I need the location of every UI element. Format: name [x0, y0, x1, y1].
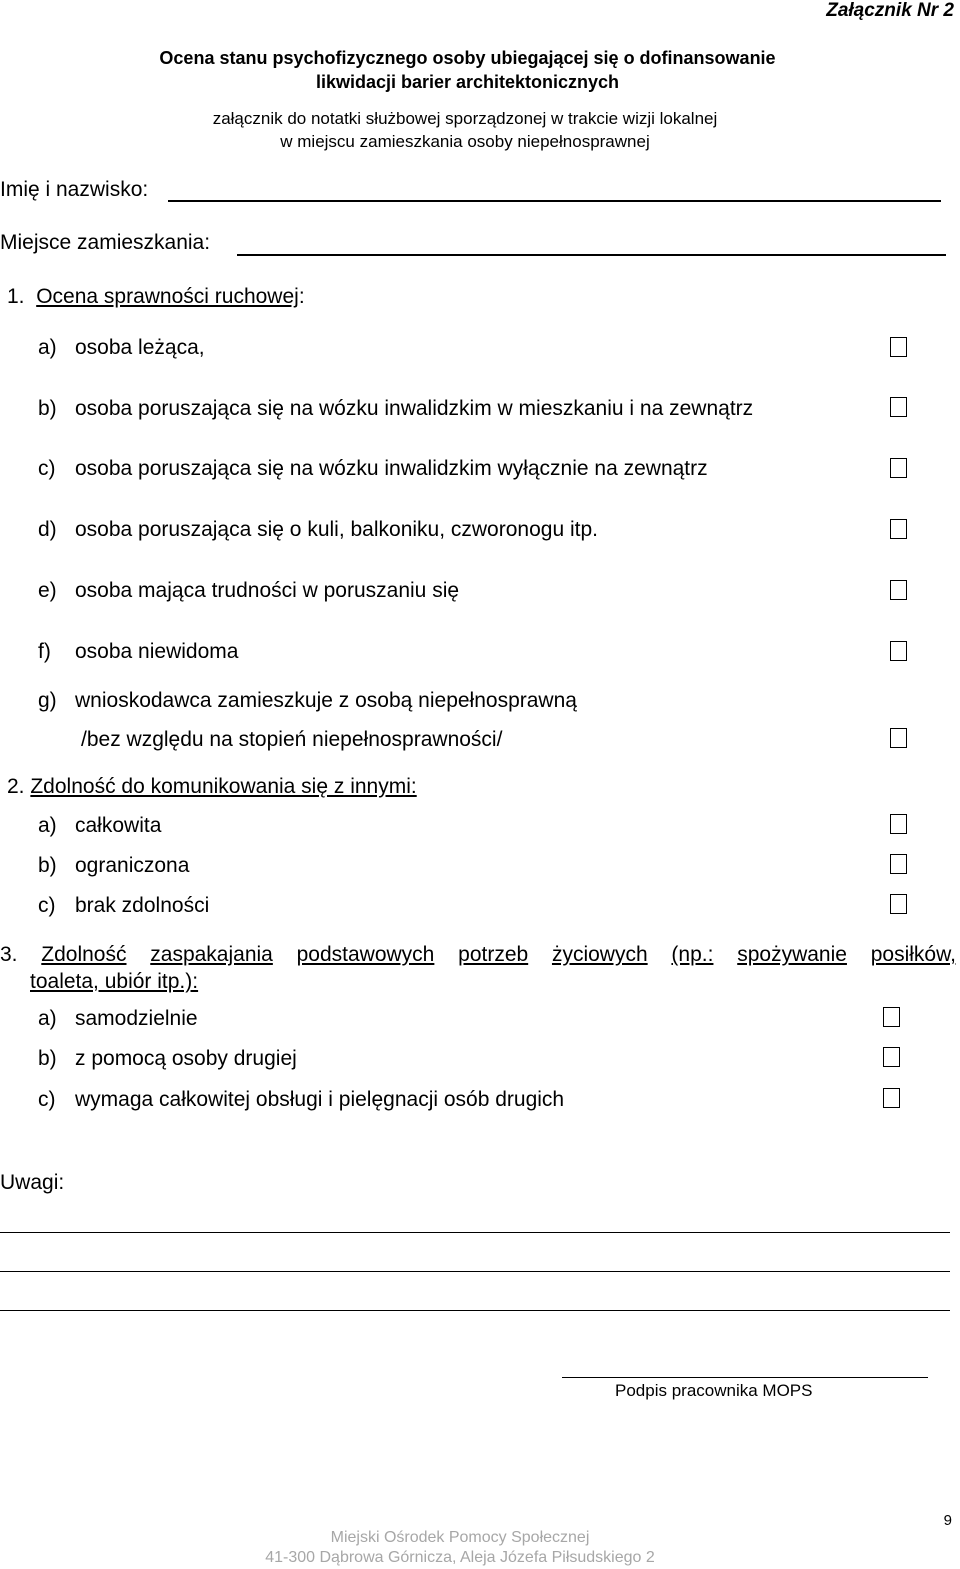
section2-option-b: b) ograniczona — [38, 854, 190, 877]
signature-line[interactable] — [562, 1377, 928, 1378]
document-title-line1: Ocena stanu psychofizycznego osoby ubiegającej się o dofinansowanie — [159, 48, 776, 68]
checkbox-section1-d[interactable] — [890, 519, 907, 539]
section1-heading: 1. Ocena sprawności ruchowej: — [7, 285, 305, 308]
checkbox-section1-g[interactable] — [890, 728, 907, 748]
section1-option-f: f) osoba niewidoma — [38, 640, 239, 663]
section3-heading-line1: 3. Zdolność zaspakajania podstawowych potrzeb życiowych (np.: spożywanie posiłków, — [0, 943, 956, 966]
section2-option-c: c) brak zdolności — [38, 894, 210, 917]
footer-line2: 41-300 Dąbrowa Górnicza, Aleja Józefa Piłsudskiego 2 — [265, 1549, 655, 1566]
section3-heading-line2: toaleta, ubiór itp.): — [30, 970, 199, 993]
name-field-line[interactable] — [168, 200, 941, 202]
section1-option-g-note: /bez względu na stopień niepełnosprawności/ — [81, 728, 503, 751]
attachment-label: Załącznik Nr 2 — [826, 0, 954, 21]
section1-option-c: c) osoba poruszająca się na wózku inwalidzkim wyłącznie na zewnątrz — [38, 457, 708, 480]
checkbox-section1-a[interactable] — [890, 337, 907, 357]
checkbox-section3-b[interactable] — [883, 1047, 900, 1067]
section3-option-a: a) samodzielnie — [38, 1007, 198, 1030]
section1-option-g: g) wnioskodawca zamieszkuje z osobą niepełnosprawną — [38, 689, 577, 712]
name-label: Imię i nazwisko: — [0, 178, 149, 201]
section1-option-e: e) osoba mająca trudności w poruszaniu się — [38, 579, 460, 602]
section2-heading: 2. Zdolność do komunikowania się z innymi: — [7, 775, 417, 798]
notes-line-1[interactable] — [0, 1232, 950, 1233]
checkbox-section3-a[interactable] — [883, 1007, 900, 1027]
section1-option-b: b) osoba poruszająca się na wózku inwalidzkim w mieszkaniu i na zewnątrz — [38, 397, 754, 420]
signature-label: Podpis pracownika MOPS — [615, 1381, 813, 1400]
section1-option-d: d) osoba poruszająca się o kuli, balkoniku, czworonogu itp. — [38, 518, 598, 541]
checkbox-section2-b[interactable] — [890, 854, 907, 874]
checkbox-section3-c[interactable] — [883, 1088, 900, 1108]
checkbox-section1-f[interactable] — [890, 641, 907, 661]
section3-option-c: c) wymaga całkowitej obsługi i pielęgnacji osób drugich — [38, 1088, 565, 1111]
document-subtitle-line1: załącznik do notatki służbowej sporządzonej w trakcie wizji lokalnej — [212, 109, 718, 128]
page-number: 9 — [943, 1512, 952, 1529]
checkbox-section2-a[interactable] — [890, 814, 907, 834]
notes-label: Uwagi: — [0, 1171, 65, 1194]
notes-line-3[interactable] — [0, 1310, 950, 1311]
footer-line1: Miejski Ośrodek Pomocy Społecznej — [330, 1529, 590, 1546]
checkbox-section1-c[interactable] — [890, 458, 907, 478]
document-subtitle-line2: w miejscu zamieszkania osoby niepełnosprawnej — [280, 132, 650, 151]
notes-line-2[interactable] — [0, 1271, 950, 1272]
checkbox-section1-e[interactable] — [890, 580, 907, 600]
address-label: Miejsce zamieszkania: — [0, 231, 211, 254]
section3-heading — [0, 941, 956, 995]
section2-option-a: a) całkowita — [38, 814, 162, 837]
document-title-line2: likwidacji barier architektonicznych — [315, 72, 620, 92]
section1-option-a: a) osoba leżąca, — [38, 336, 205, 359]
section3-option-b: b) z pomocą osoby drugiej — [38, 1047, 297, 1070]
checkbox-section2-c[interactable] — [890, 894, 907, 914]
checkbox-section1-b[interactable] — [890, 397, 907, 417]
address-field-line[interactable] — [237, 254, 946, 256]
